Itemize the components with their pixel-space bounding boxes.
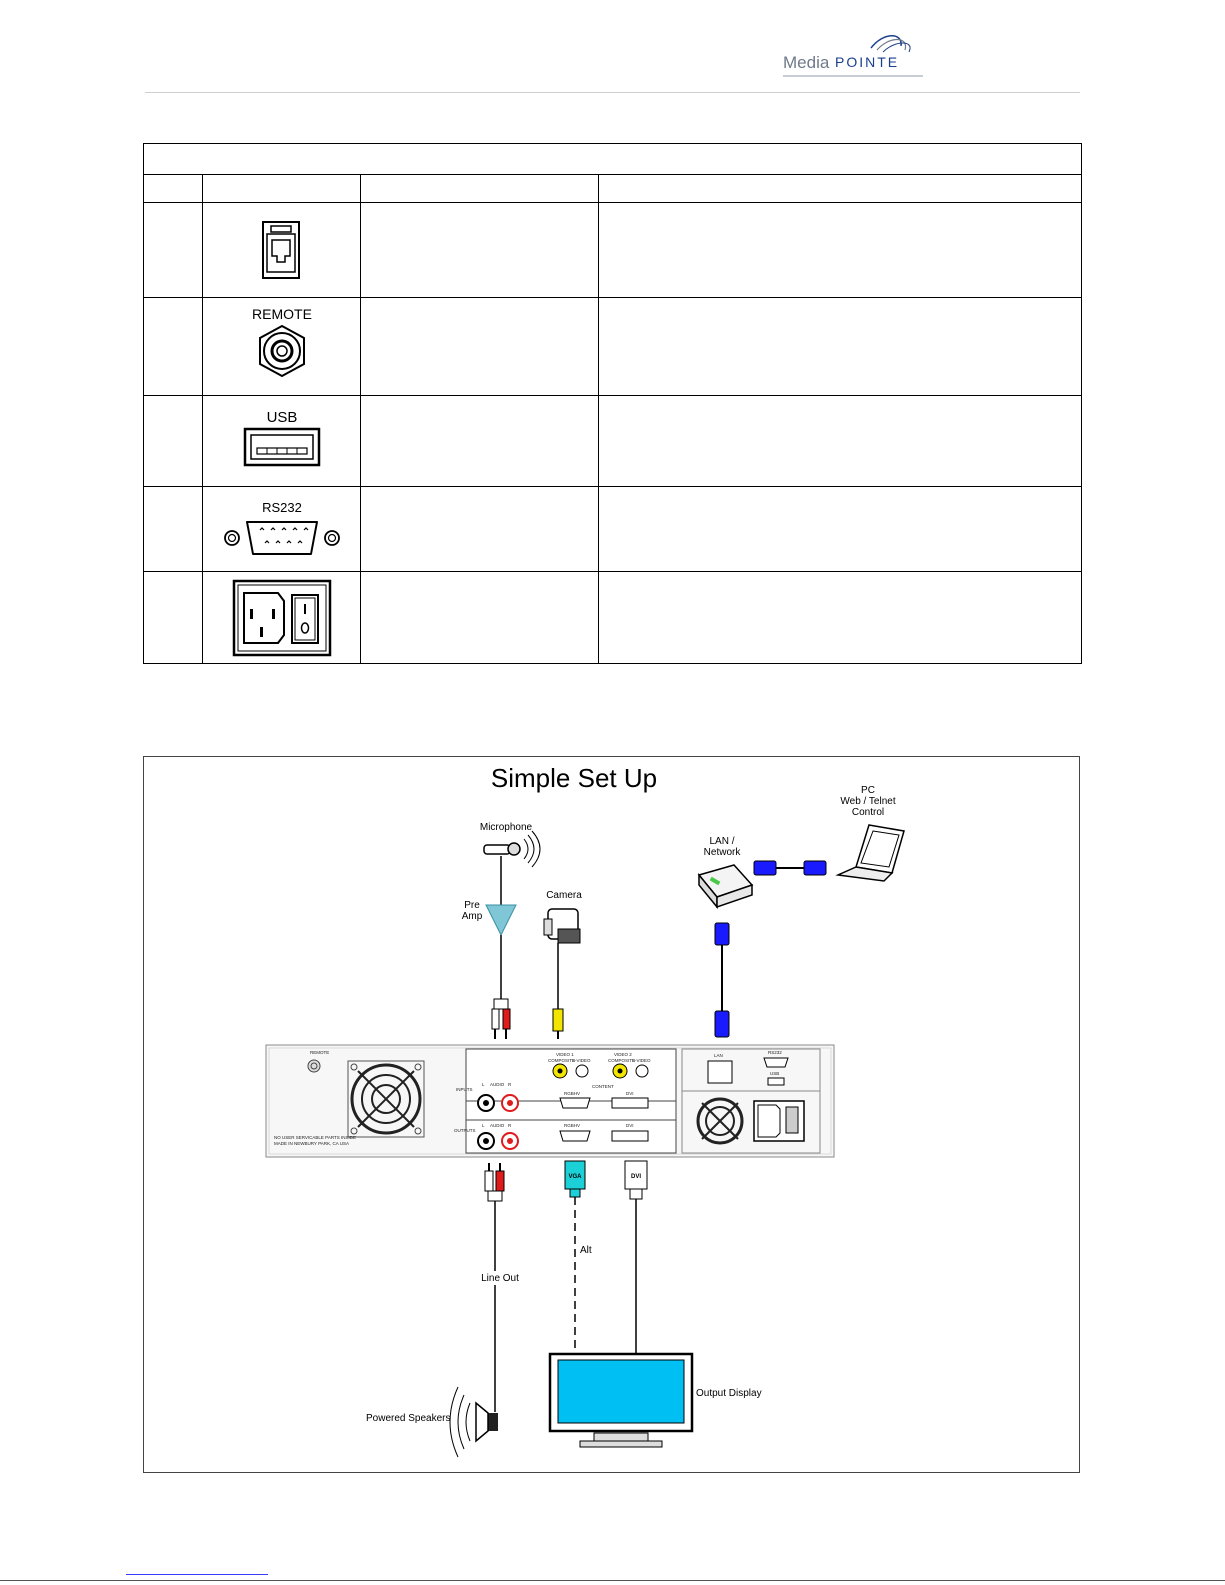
row-number: [144, 298, 203, 396]
panel-usb-label: USB: [770, 1071, 780, 1076]
alt-label: Alt: [580, 1245, 592, 1256]
panel-rs232-label: RS232: [768, 1050, 782, 1055]
output-display-icon: [550, 1354, 692, 1447]
panel-rgbhv-out-label: RGBHV: [564, 1123, 581, 1128]
panel-video1-label: VIDEO 1: [556, 1052, 574, 1057]
remote-jack-icon: [232, 304, 332, 390]
table-title-row: [144, 144, 1082, 175]
panel-svideo-label: S-VIDEO: [572, 1058, 591, 1063]
panel-warning: NO USER SERVICABLE PARTS INSIDE: [274, 1135, 357, 1140]
rca-audio-out-plugs: [485, 1163, 504, 1201]
output-display-label: Output Display: [696, 1388, 762, 1399]
table-row: [144, 298, 1082, 396]
panel-rgbhv-label: RGBHV: [564, 1091, 581, 1096]
row-number: [144, 487, 203, 572]
row-name: [361, 487, 599, 572]
panel-audio-out-label: AUDIO: [490, 1123, 505, 1128]
row-description: [599, 572, 1082, 664]
preamp-icon: [486, 905, 516, 935]
table-row: [144, 487, 1082, 572]
footer-divider: [0, 1580, 1225, 1581]
logo-pointe-text: POINTE: [835, 54, 900, 70]
panel-composite2-label: COMPOSITE: [608, 1058, 636, 1063]
dvi-plug: [625, 1161, 647, 1199]
row-icon-cell: [203, 572, 361, 664]
panel-composite-label: COMPOSITE: [548, 1058, 576, 1063]
panel-audio-out-l: L: [482, 1123, 485, 1128]
row-number: [144, 572, 203, 664]
ethernet-port-icon: [252, 220, 312, 280]
panel-video2-label: VIDEO 2: [614, 1052, 632, 1057]
row-description: [599, 298, 1082, 396]
panel-content-label: CONTENT: [592, 1084, 614, 1089]
vga-plug: [565, 1161, 585, 1197]
row-name: [361, 572, 599, 664]
table-header-row: [144, 175, 1082, 203]
mediapointe-logo: [783, 30, 933, 80]
rear-ports-table: [143, 143, 1082, 664]
rca-audio-in-plugs: [492, 999, 510, 1039]
table-row: [144, 572, 1082, 664]
table-header-cell: [599, 175, 1082, 203]
preamp-label-line2: Amp: [461, 911, 483, 922]
lan-label: LAN /: [709, 836, 735, 847]
power-inlet-switch-icon: [232, 579, 332, 657]
panel-made-in: MADE IN NEWBURY PARK, CA USA: [274, 1141, 350, 1146]
remote-jack-label: REMOTE: [251, 305, 312, 322]
panel-inputs-label: INPUTS: [456, 1087, 473, 1092]
logo-media-text: Media: [783, 53, 830, 72]
laptop-icon: [838, 825, 904, 881]
table-title: [144, 144, 1082, 175]
preamp-label: Pre: [464, 900, 480, 911]
row-description: [599, 396, 1082, 487]
speakers-label: Powered Speakers: [366, 1413, 451, 1424]
rear-panel: [266, 1045, 834, 1157]
lan-cable-top: [754, 861, 826, 875]
rs232-port-icon: [217, 496, 347, 562]
row-description: [599, 487, 1082, 572]
panel-audio-l: L: [482, 1082, 485, 1087]
panel-audio-label: AUDIO: [490, 1082, 505, 1087]
panel-dvi-out-label: DVI: [626, 1123, 634, 1128]
camera-label: Camera: [546, 890, 582, 901]
panel-svideo2-label: S-VIDEO: [632, 1058, 651, 1063]
table-header-cell: [144, 175, 203, 203]
composite-video-plug: [553, 1009, 563, 1039]
line-out-label: Line Out: [481, 1273, 519, 1284]
microphone-label: Microphone: [479, 822, 533, 833]
lan-label-line2: Network: [703, 847, 741, 858]
row-description: [599, 203, 1082, 298]
row-number: [144, 203, 203, 298]
row-number: [144, 396, 203, 487]
speaker-icon: [450, 1387, 498, 1457]
table-row: [144, 203, 1082, 298]
usb-port-icon: [237, 405, 327, 477]
header-divider: [145, 92, 1080, 93]
panel-audio-out-r: R: [508, 1123, 512, 1128]
dvi-plug-label: DVI: [630, 1174, 642, 1180]
rs232-label: RS232: [261, 500, 302, 515]
usb-label: USB: [266, 409, 297, 426]
pc-label-line2: Web / Telnet: [840, 796, 896, 807]
row-name: [361, 298, 599, 396]
simple-setup-diagram: [143, 756, 1080, 1473]
pc-label-line3: Control: [851, 807, 885, 818]
footer-link-underline: [126, 1574, 268, 1575]
table-header-cell: [203, 175, 361, 203]
row-icon-cell: [203, 396, 361, 487]
network-switch-icon: [699, 865, 752, 907]
row-icon-cell: [203, 487, 361, 572]
panel-remote-label: REMOTE: [310, 1050, 330, 1055]
panel-audio-r: R: [508, 1082, 512, 1087]
row-icon-cell: [203, 298, 361, 396]
lan-cable-vertical: [715, 923, 729, 1037]
camera-icon: [544, 909, 580, 943]
table-row: [144, 396, 1082, 487]
panel-dvi-label: DVI: [626, 1091, 634, 1096]
diagram-title: Simple Set Up: [490, 763, 658, 793]
vga-plug-label: VGA: [568, 1174, 582, 1180]
row-icon-cell: [203, 203, 361, 298]
panel-lan-label: LAN: [714, 1053, 723, 1058]
microphone-icon: [484, 831, 540, 867]
row-name: [361, 203, 599, 298]
panel-outputs-label: OUTPUTS: [454, 1128, 476, 1133]
row-name: [361, 396, 599, 487]
pc-label: PC: [861, 785, 875, 796]
table-header-cell: [361, 175, 599, 203]
